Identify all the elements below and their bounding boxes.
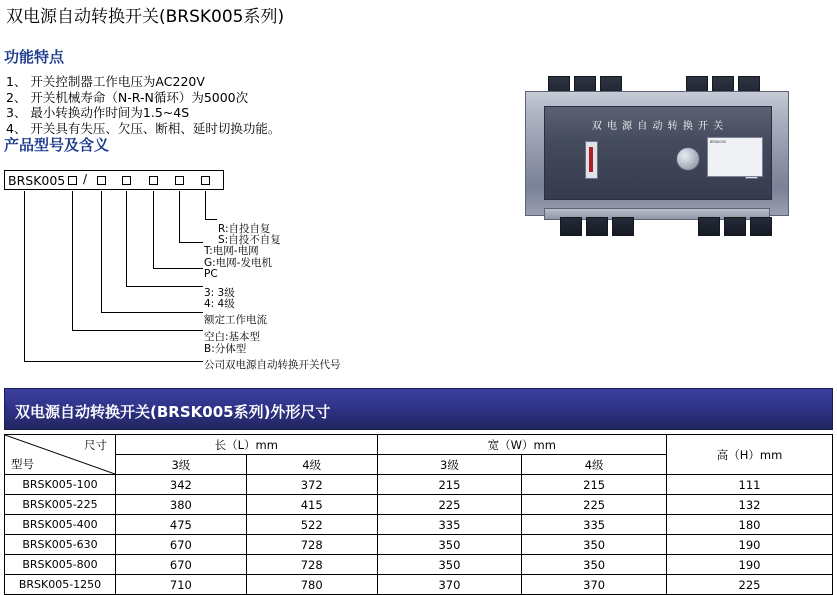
leader-line-5v <box>179 191 180 242</box>
table-sub-header-l3: 3级 <box>116 455 247 475</box>
cell-length-4p: 728 <box>246 535 377 555</box>
cell-length-3p: 670 <box>116 535 247 555</box>
cell-width-4p: 350 <box>522 535 667 555</box>
model-slot-2 <box>97 176 106 185</box>
table-row <box>5 555 833 575</box>
terminal-lug-bottom-6 <box>750 217 772 236</box>
page-title: 双电源自动转换开关(BRSK005系列) <box>6 7 285 27</box>
table-row <box>5 575 833 595</box>
cell-length-4p: 372 <box>246 475 377 495</box>
legend-item-2: S:自投不自复 <box>218 234 281 246</box>
leader-line-5h <box>179 242 203 243</box>
feature-list <box>6 74 280 136</box>
terminal-lug-bottom-5 <box>724 217 746 236</box>
cell-length-4p: 522 <box>246 515 377 535</box>
legend-item-4: G:电网-发电机 <box>204 257 272 269</box>
legend-item-6: 3: 3级 <box>204 287 235 299</box>
cell-model: BRSK005-400 <box>5 515 116 535</box>
dimensions-table <box>4 434 833 595</box>
cell-model: BRSK005-630 <box>5 535 116 555</box>
cell-height: 190 <box>667 555 833 575</box>
model-code-text: BRSK005 <box>8 173 66 188</box>
cell-model: BRSK005-100 <box>5 475 116 495</box>
leader-line-4h <box>153 268 203 269</box>
legend-item-9: 空白:基本型 <box>204 331 261 343</box>
operating-handle-left <box>585 141 598 179</box>
feature-item-1: 1、 开关控制器工作电压为AC220V <box>6 74 205 89</box>
cell-height: 132 <box>667 495 833 515</box>
cell-length-3p: 342 <box>116 475 247 495</box>
cell-width-3p: 350 <box>377 535 522 555</box>
table-sub-header-l4: 4级 <box>246 455 377 475</box>
cell-height: 180 <box>667 515 833 535</box>
legend-item-5: PC <box>204 268 218 280</box>
cell-width-3p: 370 <box>377 575 522 595</box>
selector-knob <box>676 147 700 171</box>
nameplate: BRSK005 <box>707 137 763 177</box>
table-row <box>5 495 833 515</box>
legend-item-3: T:电网-电网 <box>204 245 259 257</box>
table-row <box>5 535 833 555</box>
table-sub-header-w3: 3级 <box>377 455 522 475</box>
leader-line-6h <box>205 219 217 220</box>
terminal-lug-bottom-4 <box>698 217 720 236</box>
table-group-header-width: 宽（W）mm <box>377 435 666 455</box>
cell-length-4p: 728 <box>246 555 377 575</box>
legend-item-11: 公司双电源自动转换开关代号 <box>204 359 341 371</box>
legend-item-1: R:自投自复 <box>218 223 271 235</box>
device-body <box>525 91 789 216</box>
cell-width-4p: 350 <box>522 555 667 575</box>
table-corner-cell <box>5 435 116 475</box>
cell-model: BRSK005-800 <box>5 555 116 575</box>
feature-item-2: 2、 开关机械寿命（N-R-N循环）为5000次 <box>6 89 249 105</box>
cell-model: BRSK005-1250 <box>5 575 116 595</box>
leader-line-0h <box>24 361 203 362</box>
model-slot-3 <box>122 176 131 185</box>
cell-width-4p: 215 <box>522 475 667 495</box>
terminal-lug-bottom-3 <box>612 217 634 236</box>
cell-length-3p: 380 <box>116 495 247 515</box>
table-row <box>5 475 833 495</box>
cell-length-3p: 710 <box>116 575 247 595</box>
section-heading-model: 产品型号及含义 <box>4 136 110 154</box>
cell-length-4p: 780 <box>246 575 377 595</box>
cell-height: 190 <box>667 535 833 555</box>
table-sub-header-w4: 4级 <box>522 455 667 475</box>
dimensions-table-title: 双电源自动转换开关(BRSK005系列)外形尺寸 <box>15 403 331 421</box>
leader-line-1v <box>72 191 73 330</box>
leader-line-3h <box>126 286 203 287</box>
leader-line-2v <box>101 191 102 312</box>
cell-width-3p: 335 <box>377 515 522 535</box>
product-photo <box>516 72 796 237</box>
terminal-lug-bottom-1 <box>560 217 582 236</box>
leader-line-6v <box>205 191 206 219</box>
cell-width-3p: 215 <box>377 475 522 495</box>
leader-line-1h <box>72 330 203 331</box>
dimensions-table-banner <box>4 388 833 430</box>
terminal-lug-bottom-2 <box>586 217 608 236</box>
cell-length-4p: 415 <box>246 495 377 515</box>
cell-width-4p: 370 <box>522 575 667 595</box>
table-header-row-1 <box>5 435 833 455</box>
cell-length-3p: 475 <box>116 515 247 535</box>
model-slot-6 <box>201 176 210 185</box>
legend-item-7: 4: 4级 <box>204 298 235 310</box>
model-separator: / <box>83 172 88 186</box>
leader-line-3v <box>126 191 127 286</box>
cell-width-4p: 225 <box>522 495 667 515</box>
leader-line-2h <box>101 312 203 313</box>
cell-model: BRSK005-225 <box>5 495 116 515</box>
table-group-header-height: 高（H）mm <box>667 435 833 475</box>
model-slot-4 <box>149 176 158 185</box>
leader-line-0v <box>24 191 25 361</box>
cell-width-3p: 350 <box>377 555 522 575</box>
model-slot-5 <box>175 176 184 185</box>
cell-height: 111 <box>667 475 833 495</box>
device-label: 双 电 源 自 动 转 换 开 关 <box>591 121 725 132</box>
device-front-panel <box>544 106 772 200</box>
leader-line-4v <box>153 191 154 268</box>
cell-length-3p: 670 <box>116 555 247 575</box>
corner-label-dimension: 尺寸 <box>84 438 107 452</box>
legend-item-10: B:分体型 <box>204 343 247 355</box>
model-slot-1 <box>68 176 77 185</box>
legend-item-8: 额定工作电流 <box>204 314 267 326</box>
table-row <box>5 515 833 535</box>
corner-label-model: 型号 <box>11 457 34 471</box>
section-heading-features: 功能特点 <box>4 48 65 66</box>
table-group-header-length: 长（L）mm <box>116 435 378 455</box>
cell-width-4p: 335 <box>522 515 667 535</box>
feature-item-4: 4、 开关具有失压、欠压、断相、延时切换功能。 <box>6 120 281 136</box>
cell-width-3p: 225 <box>377 495 522 515</box>
feature-item-3: 3、 最小转换动作时间为1.5~4S <box>6 105 190 120</box>
cell-height: 225 <box>667 575 833 595</box>
